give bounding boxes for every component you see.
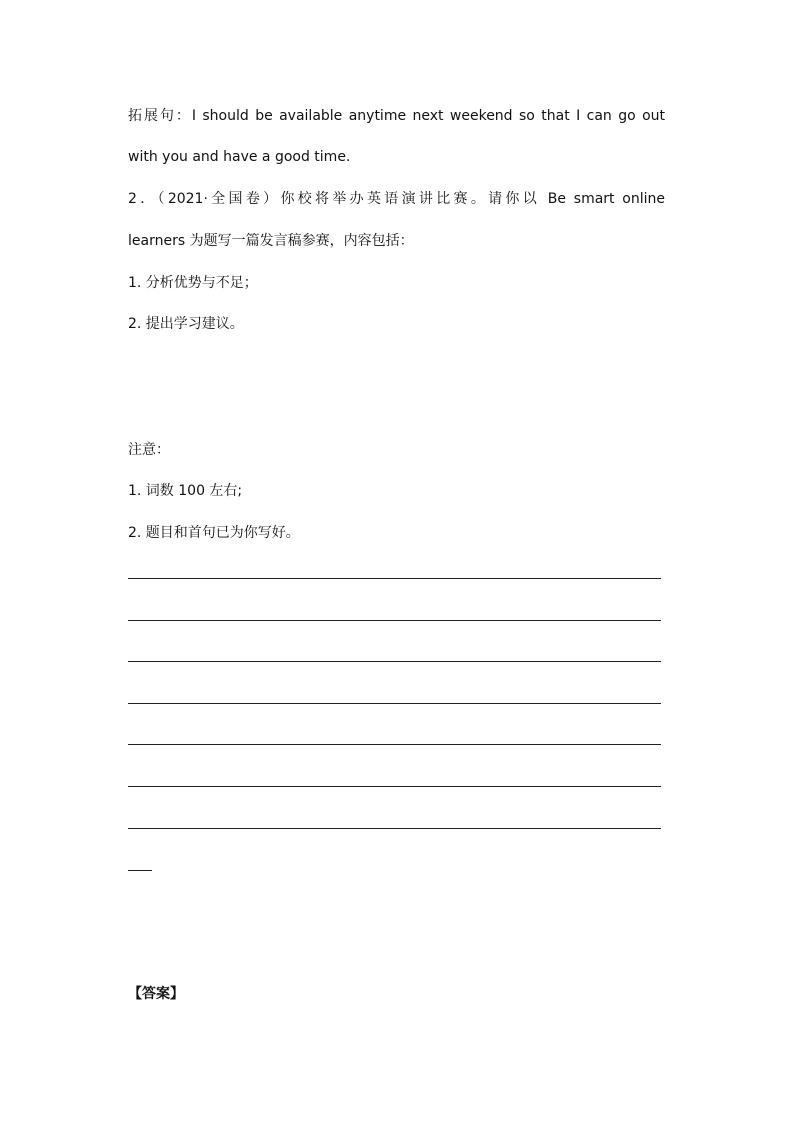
question-2-line-1: 2．（2021·全国卷）你校将举办英语演讲比赛。请你以 Be smart online (128, 191, 665, 207)
note-title: 注意： (128, 442, 170, 458)
writing-line-end (128, 870, 152, 871)
extension-sentence-line-1: 拓展句：I should be available anytime next weekend so that I can go out (128, 108, 665, 124)
answer-heading: 【答案】 (128, 986, 184, 1002)
writing-line (128, 578, 661, 579)
note-item-1: 1. 词数 100 左右; (128, 483, 243, 499)
writing-line (128, 786, 661, 787)
writing-line (128, 661, 661, 662)
writing-line (128, 620, 661, 621)
note-item-2: 2. 题目和首句已为你写好。 (128, 525, 300, 541)
extension-sentence-line-2: with you and have a good time. (128, 149, 351, 165)
writing-line (128, 828, 661, 829)
requirement-item-2: 2. 提出学习建议。 (128, 316, 244, 332)
writing-line (128, 744, 661, 745)
question-2-line-2: learners 为题写一篇发言稿参赛，内容包括： (128, 233, 414, 249)
writing-line (128, 703, 661, 704)
requirement-item-1: 1. 分析优势与不足； (128, 275, 258, 291)
